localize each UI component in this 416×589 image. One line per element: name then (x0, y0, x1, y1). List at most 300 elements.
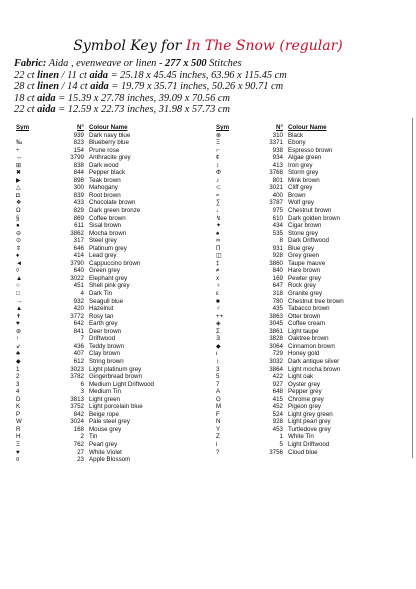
fabric-line (14, 58, 410, 70)
symbol-glyph: ◊ (16, 267, 20, 275)
symbol-glyph: ‡ (216, 259, 220, 267)
legend-row (14, 381, 214, 389)
symbol-glyph: Z (216, 433, 220, 441)
legend-row (214, 230, 410, 238)
legend-row (214, 388, 410, 396)
symbol-glyph: F (216, 410, 220, 418)
colour-name: Oyster grey (288, 380, 320, 388)
symbol-glyph: 3 (216, 365, 220, 373)
symbol-glyph: ♥ (16, 448, 20, 456)
symbol-glyph: Ξ (216, 139, 221, 147)
symbol-glyph: ÷ (16, 146, 20, 154)
colour-name: Light oak (288, 373, 314, 381)
colour-name: Pale steel grey (89, 418, 130, 426)
symbol-glyph: ▶ (16, 176, 21, 184)
thread-number: 975 (272, 207, 283, 215)
thread-number: 841 (73, 327, 84, 335)
colour-name: Cliff grey (288, 184, 313, 192)
legend-row (14, 388, 214, 396)
legend-row (14, 411, 214, 419)
symbol-glyph: ↑ (16, 335, 20, 343)
size-line (14, 70, 410, 82)
thread-number: 434 (272, 222, 283, 230)
colour-name: Light taupe (288, 327, 319, 335)
symbol-key-right (214, 124, 410, 456)
symbol-glyph: P (16, 410, 21, 418)
thread-number: 927 (272, 380, 283, 388)
symbol-glyph: ⇕ (16, 244, 22, 252)
header-sym: Sym (16, 124, 30, 131)
symbol-glyph: Σ (216, 327, 220, 335)
legend-row (214, 366, 410, 374)
stitches-label: Stitches (209, 58, 242, 69)
size-part-a: 22 ct (14, 69, 35, 81)
symbol-glyph: ◈ (216, 320, 221, 328)
thread-number: 928 (272, 252, 283, 260)
thread-number: 23 (77, 456, 84, 464)
symbol-glyph: M (216, 403, 222, 411)
symbol-key-left (14, 124, 214, 464)
symbol-glyph: ▲ (16, 305, 23, 313)
thread-number: 3864 (269, 365, 283, 373)
thread-number: 823 (73, 139, 84, 147)
thread-number: 762 (73, 440, 84, 448)
legend-row (214, 328, 410, 336)
colour-name: Black (288, 131, 304, 139)
size-part-c: / 11 ct (61, 69, 87, 81)
symbol-glyph: → (16, 297, 23, 305)
legend-row (14, 184, 214, 192)
legend-row (14, 358, 214, 366)
thread-number: 433 (73, 199, 84, 207)
colour-name: Dark antique silver (288, 357, 340, 365)
header-sym: Sym (216, 124, 230, 131)
thread-number: 451 (73, 282, 84, 290)
thread-number: 3813 (70, 395, 84, 403)
colour-name: Mouse grey (89, 425, 122, 433)
symbol-glyph (14, 132, 49, 140)
legend-row (14, 305, 214, 313)
symbol-glyph: ♠ (216, 229, 220, 237)
symbol-glyph: ↯ (216, 214, 222, 222)
legend-row (14, 433, 214, 441)
size-line (14, 81, 410, 93)
thread-number: 3861 (269, 327, 283, 335)
colour-name: Deer brown (89, 327, 121, 335)
legend-row (214, 343, 410, 351)
symbol-glyph: △ (16, 184, 21, 192)
thread-number: 3790 (70, 259, 84, 267)
symbol-glyph: □ (16, 290, 20, 298)
colour-name: Chestnut brown (288, 207, 332, 215)
size-part-b: aida (37, 92, 56, 104)
thread-number: 452 (272, 403, 283, 411)
symbol-glyph: ✦ (216, 222, 222, 230)
thread-number: 3828 (269, 335, 283, 343)
thread-number: 3862 (70, 229, 84, 237)
symbol-glyph: Ξ (16, 440, 21, 448)
colour-name: Blue grey (288, 244, 315, 252)
header-colour-name: Colour Name (89, 124, 128, 131)
symbol-glyph: ♪ (216, 176, 220, 184)
symbol-glyph: W (16, 418, 22, 426)
size-line (14, 93, 410, 105)
fabric-info (14, 58, 410, 116)
legend-row (14, 199, 214, 207)
symbol-glyph: ❖ (16, 199, 22, 207)
symbol-glyph: ¢ (216, 154, 220, 162)
thread-number: 3022 (70, 274, 84, 282)
symbol-glyph: Π (216, 244, 221, 252)
thread-number: 1 (279, 433, 283, 441)
legend-row (14, 169, 214, 177)
size-part-d: aida (89, 69, 108, 81)
colour-name: Mocha brown (89, 229, 127, 237)
legend-row (14, 237, 214, 245)
thread-number: 422 (272, 373, 283, 381)
thread-number: 3032 (269, 357, 283, 365)
legend-row (214, 305, 410, 313)
legend-row (214, 313, 410, 321)
size-part-b: linen (37, 69, 60, 81)
legend-row (14, 267, 214, 275)
thread-number: 611 (74, 222, 84, 230)
colour-name: Taupe mauve (288, 259, 326, 267)
symbol-glyph: ⊂ (216, 184, 222, 192)
symbol-glyph: 7 (216, 380, 220, 388)
colour-name: Pepper black (89, 169, 126, 177)
legend-row (14, 222, 214, 230)
legend-row (214, 350, 410, 358)
symbol-glyph: ♦ (16, 252, 20, 260)
colour-name: Dark wood (89, 161, 119, 169)
colour-name: Prune rose (89, 146, 120, 154)
thread-number: 3064 (269, 342, 283, 350)
colour-name: Tin (89, 433, 98, 441)
thread-number: 3024 (70, 418, 84, 426)
colour-name: Espresso brown (288, 146, 333, 154)
thread-number: 610 (272, 214, 283, 222)
symbol-glyph: 5 (216, 373, 220, 381)
thread-number: 3023 (70, 365, 84, 373)
colour-name: Wolf grey (288, 199, 315, 207)
legend-row (214, 245, 410, 253)
fabric-label: Fabric: (14, 58, 47, 69)
legend-row (14, 426, 214, 434)
legend-row (14, 403, 214, 411)
colour-name: Sisal brown (89, 222, 121, 230)
symbol-glyph: ♂ (216, 305, 221, 313)
legend-row (14, 290, 214, 298)
legend-row (14, 260, 214, 268)
colour-name: Iron grey (288, 161, 313, 169)
symbol-glyph: i (216, 440, 218, 448)
colour-name: Green grey (89, 267, 120, 275)
colour-name: Platinum grey (89, 244, 127, 252)
legend-row (14, 373, 214, 381)
thread-number: 3863 (269, 312, 283, 320)
legend-row (214, 260, 410, 268)
thread-number: 453 (272, 425, 283, 433)
legend-row (14, 282, 214, 290)
colour-name: Lead grey (89, 252, 117, 260)
legend-row (214, 426, 410, 434)
size-part-e: = 19.79 x 35.71 inches, 50.26 x 90.71 cm (111, 81, 284, 92)
legend-row (14, 192, 214, 200)
legend-row (214, 139, 410, 147)
thread-number: 3772 (70, 312, 84, 320)
size-part-b: aida (37, 104, 56, 115)
colour-name: Shell pink grey (89, 282, 130, 290)
thread-number: 310 (272, 131, 283, 139)
page-edge-line (412, 118, 413, 458)
thread-number: 640 (73, 267, 84, 275)
colour-name: Otter brown (288, 312, 321, 320)
symbol-glyph: ↙ (16, 342, 22, 350)
symbol-glyph: ⊙ (16, 237, 22, 245)
legend-row (214, 358, 410, 366)
symbol-glyph: ∃ (216, 335, 220, 343)
colour-name: Dark green bronze (89, 207, 141, 215)
legend-row (14, 350, 214, 358)
colour-name: Pearl grey (89, 440, 118, 448)
colour-name: Ebony (288, 139, 306, 147)
thread-number: 436 (73, 342, 84, 350)
colour-name: Cinnamon brown (288, 342, 335, 350)
symbol-glyph: ↕ (216, 161, 220, 169)
colour-name: Medium Tin (89, 388, 121, 396)
size-part-e: = 25.18 x 45.45 inches, 63.96 x 115.45 cm (110, 69, 287, 81)
thread-number: 3021 (269, 184, 283, 192)
symbol-glyph: ≠ (216, 267, 220, 275)
colour-name: Light porcelain blue (89, 403, 143, 411)
colour-name: Dark Driftwood (288, 237, 329, 245)
colour-name: Pepper grey (288, 388, 322, 396)
legend-row (14, 343, 214, 351)
thread-number: 317 (73, 237, 84, 245)
symbol-glyph: Ω (16, 207, 21, 215)
symbol-glyph: ♩ (216, 207, 223, 215)
legend-row (214, 418, 410, 426)
thread-number: 931 (272, 244, 283, 252)
legend-row (214, 403, 410, 411)
fabric-text: Aida , evenweave or linen - (48, 58, 163, 69)
legend-row (14, 177, 214, 185)
thread-number: 3768 (269, 169, 283, 177)
legend-row (214, 147, 410, 155)
symbol-glyph: ≈ (216, 191, 220, 199)
symbol-glyph: ◫ (216, 252, 222, 260)
thread-number: 2 (80, 433, 84, 441)
header-number: N° (276, 124, 283, 131)
colour-name: Mahogany (89, 184, 118, 192)
colour-name: Hare brown (288, 267, 320, 275)
legend-row (214, 298, 410, 306)
legend-row (214, 252, 410, 260)
symbol-glyph: ‰ (16, 139, 23, 147)
colour-name: Light grey green (288, 410, 333, 418)
colour-name: Driftwood (89, 335, 116, 343)
symbol-glyph: ⊖ (16, 229, 22, 237)
thread-number: 840 (272, 267, 283, 275)
legend-row (214, 215, 410, 223)
colour-name: Rock grey (288, 282, 316, 290)
legend-row (14, 230, 214, 238)
thread-number: 8 (279, 237, 283, 245)
symbol-glyph: K (16, 403, 21, 411)
colour-name: Teak brown (89, 176, 121, 184)
legend-row (14, 418, 214, 426)
symbol-glyph: 1 (16, 365, 20, 373)
legend-row (14, 162, 214, 170)
legend-row (214, 192, 410, 200)
colour-name: Mink brown (288, 176, 320, 184)
colour-name: Dark Tin (89, 290, 113, 298)
legend-row (14, 320, 214, 328)
thread-number: 154 (73, 146, 84, 154)
thread-number: 612 (73, 357, 84, 365)
thread-number: 3371 (269, 139, 283, 147)
colour-name: Brown (288, 191, 306, 199)
legend-row (14, 396, 214, 404)
size-part-c: / 14 ct (61, 81, 88, 92)
symbol-glyph: A (216, 388, 221, 396)
legend-row (214, 449, 410, 457)
header-number: N° (77, 124, 84, 131)
colour-name: String brown (89, 357, 124, 365)
thread-number: 5 (279, 440, 283, 448)
title-prefix: Symbol Key for (73, 38, 182, 54)
thread-number: 415 (272, 395, 283, 403)
thread-number: 780 (272, 297, 283, 305)
thread-number: 535 (272, 229, 283, 237)
symbol-glyph: ○ (16, 282, 20, 290)
stitch-count: 277 x 500 (165, 58, 207, 69)
colour-name: Grey green (288, 252, 319, 260)
symbol-glyph: D (16, 395, 21, 403)
thread-number: 3860 (269, 259, 283, 267)
legend-row (214, 199, 410, 207)
legend-row (14, 313, 214, 321)
legend-row (14, 441, 214, 449)
colour-name: Algae green (288, 154, 322, 162)
thread-number: 420 (73, 305, 84, 313)
legend-row (14, 252, 214, 260)
colour-name: Pewter grey (288, 274, 322, 282)
symbol-glyph: ♀ (216, 282, 221, 290)
colour-name: Earth grey (89, 320, 118, 328)
legend-header (14, 124, 214, 132)
colour-name: Light platinum grey (89, 365, 142, 373)
legend-row (14, 147, 214, 155)
symbol-glyph: ◄ (16, 259, 23, 267)
size-line (14, 104, 410, 116)
legend-row (214, 154, 410, 162)
thread-number: 642 (73, 320, 84, 328)
legend-row (214, 441, 410, 449)
legend-row (14, 275, 214, 283)
page-title (0, 38, 416, 54)
colour-name: Pigeon grey (288, 403, 322, 411)
colour-name: Granite grey (288, 290, 323, 298)
symbol-glyph: 3 (16, 380, 20, 388)
legend-row (14, 215, 214, 223)
symbol-glyph: ♥ (16, 320, 20, 328)
colour-name: Oaktree brown (288, 335, 329, 343)
thread-number: 7 (80, 335, 84, 343)
colour-name: Cigar brown (288, 222, 322, 230)
size-part-d: aida (90, 81, 109, 92)
thread-number: 413 (272, 161, 283, 169)
thread-number: 524 (272, 410, 283, 418)
colour-name: Tabacco brown (288, 305, 330, 313)
pattern-name: In The Snow (regular) (185, 38, 343, 54)
legend-header (214, 124, 410, 132)
thread-number: 729 (272, 350, 283, 358)
symbol-glyph: ⌐ (216, 146, 220, 154)
thread-number: 869 (73, 214, 84, 222)
legend-row (14, 207, 214, 215)
thread-number: 169 (272, 274, 283, 282)
colour-name: White Tin (288, 433, 314, 441)
colour-name: Light Driftwood (288, 440, 330, 448)
symbol-glyph: R (16, 425, 21, 433)
colour-name: Seagull blue (89, 297, 124, 305)
size-part-e: = 12.59 x 22.73 inches, 31.98 x 57.73 cm (58, 104, 230, 115)
thread-number: 435 (272, 305, 283, 313)
size-list (14, 70, 410, 116)
thread-number: 318 (272, 290, 283, 298)
symbol-glyph: ∑ (216, 199, 221, 207)
symbol-glyph: ? (216, 448, 220, 456)
legend-row (14, 139, 214, 147)
symbol-glyph: ✖ (16, 169, 22, 177)
legend-row (14, 328, 214, 336)
thread-number: 844 (73, 169, 84, 177)
symbol-glyph: Y (216, 425, 221, 433)
thread-number: 414 (73, 252, 84, 260)
symbol-glyph: ↔ (16, 154, 23, 162)
legend-row (214, 275, 410, 283)
thread-number: 647 (272, 282, 283, 290)
header-colour-name: Colour Name (288, 124, 327, 131)
thread-number: 27 (77, 448, 84, 456)
colour-name: Anthracite grey (89, 154, 131, 162)
colour-name: Storm grey (288, 169, 319, 177)
thread-number: 932 (73, 297, 84, 305)
colour-name: White Violet (89, 448, 122, 456)
legend-row (14, 449, 214, 457)
size-part-b: linen (37, 81, 60, 92)
thread-number: 3752 (70, 403, 84, 411)
legend-row (214, 267, 410, 275)
legend-row (214, 411, 410, 419)
symbol-glyph: ◆ (216, 342, 221, 350)
colour-name: Chocolate brown (89, 199, 136, 207)
thread-number: 407 (73, 350, 84, 358)
thread-number: 801 (272, 176, 283, 184)
legend-row (214, 132, 410, 140)
thread-number: 838 (73, 161, 84, 169)
colour-name: Elephant grey (89, 274, 128, 282)
colour-name: Gingerbread brown (89, 373, 142, 381)
colour-name: Turtledove grey (288, 425, 331, 433)
colour-name: Light green (89, 395, 120, 403)
symbol-glyph: ¤ (16, 456, 20, 464)
colour-name: Clay brown (89, 350, 120, 358)
legend-row (14, 154, 214, 162)
size-part-a: 18 ct (14, 92, 35, 104)
